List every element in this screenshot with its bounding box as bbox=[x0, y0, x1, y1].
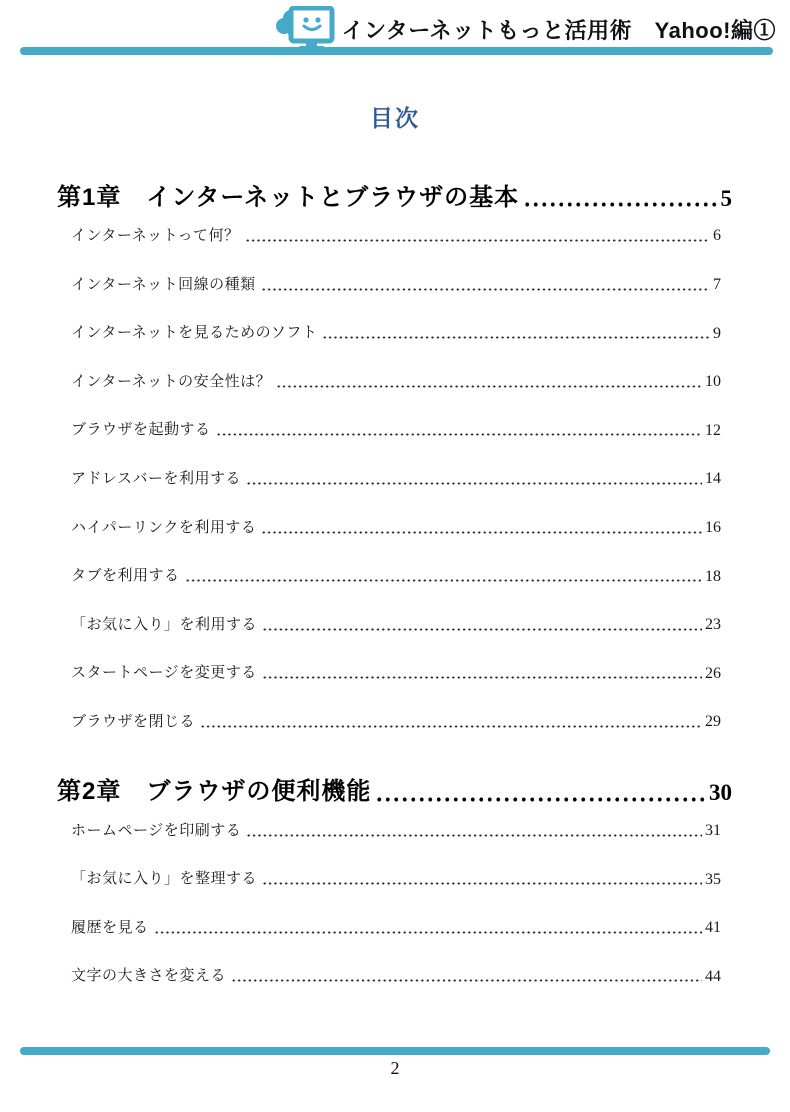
dot-leader bbox=[154, 926, 702, 935]
toc-entry-page-number: 23 bbox=[705, 616, 721, 634]
toc-entry-page-number: 44 bbox=[705, 967, 721, 985]
toc-entry-label: 「お気に入り」を整理する bbox=[71, 870, 258, 888]
toc-entry-label: 履歴を見る bbox=[71, 918, 149, 936]
dot-leader bbox=[246, 477, 702, 486]
dot-leader bbox=[216, 429, 702, 438]
toc-chapter-label: 第1章 インターネットとブラウザの基本 bbox=[57, 183, 520, 211]
toc-entry bbox=[71, 853, 721, 902]
page-header bbox=[0, 0, 790, 52]
header-rule bbox=[20, 47, 773, 55]
toc-entry-page-number: 29 bbox=[705, 713, 721, 731]
toc-entry-page-number: 10 bbox=[705, 373, 721, 391]
toc-entry-label: インターネット回線の種類 bbox=[71, 275, 256, 293]
toc-entry bbox=[71, 258, 721, 307]
toc-entry-page-number: 6 bbox=[713, 227, 721, 245]
toc-entry-page-number: 14 bbox=[705, 470, 721, 488]
toc-chapter-entry bbox=[57, 174, 732, 210]
toc-chapter-page-number: 5 bbox=[720, 185, 732, 211]
toc-entry-page-number: 41 bbox=[705, 919, 721, 937]
toc-entry bbox=[71, 902, 721, 951]
computer-smiley-icon bbox=[274, 6, 338, 52]
toc-entry-label: ハイパーリンクを利用する bbox=[71, 518, 257, 536]
toc-entry-page-number: 18 bbox=[705, 567, 721, 585]
toc-entry bbox=[71, 647, 721, 696]
toc-entry bbox=[71, 804, 721, 853]
dot-leader bbox=[231, 975, 702, 984]
toc-entry-label: ブラウザを閉じる bbox=[71, 712, 196, 730]
toc-entry bbox=[71, 950, 721, 999]
toc-entry-label: インターネットを見るためのソフト bbox=[71, 324, 318, 342]
toc-chapter-entry bbox=[57, 768, 732, 804]
page-number: 2 bbox=[390, 1058, 400, 1078]
dot-leader bbox=[261, 526, 702, 535]
dot-leader bbox=[185, 575, 702, 584]
toc-entry-label: 文字の大きさを変える bbox=[71, 967, 227, 985]
toc-entry-page-number: 16 bbox=[705, 519, 721, 537]
header-title: インターネットもっと活用術 Yahoo!編① bbox=[341, 18, 776, 43]
toc-chapter-page-number: 30 bbox=[709, 780, 732, 806]
toc-entry bbox=[71, 550, 721, 599]
toc-entry bbox=[71, 696, 721, 745]
toc-entry bbox=[71, 501, 721, 550]
toc bbox=[0, 174, 790, 999]
dot-leader bbox=[375, 792, 708, 804]
toc-entry-label: ブラウザを起動する bbox=[71, 421, 211, 439]
dot-leader bbox=[523, 198, 719, 210]
toc-entry-label: 「お気に入り」を利用する bbox=[71, 615, 258, 633]
dot-leader bbox=[262, 623, 702, 632]
toc-entry-page-number: 12 bbox=[705, 421, 721, 439]
dot-leader bbox=[262, 672, 702, 681]
toc-entry-page-number: 26 bbox=[705, 664, 721, 682]
toc-item-list bbox=[57, 804, 732, 998]
toc-entry-label: インターネットの安全性は？ bbox=[71, 372, 272, 390]
toc-entry-label: インターネットって何？ bbox=[71, 226, 240, 244]
toc-entry bbox=[71, 599, 721, 648]
toc-entry bbox=[71, 453, 721, 502]
toc-entry bbox=[71, 210, 721, 259]
header-inner bbox=[0, 0, 790, 52]
toc-entry bbox=[71, 356, 721, 405]
dot-leader bbox=[322, 332, 710, 341]
toc-entry bbox=[71, 307, 721, 356]
footer-rule bbox=[20, 1047, 770, 1055]
toc-chapter-label: 第2章 ブラウザの便利機能 bbox=[57, 778, 372, 806]
toc-entry bbox=[71, 404, 721, 453]
dot-leader bbox=[261, 283, 710, 292]
dot-leader bbox=[200, 720, 702, 729]
toc-entry-label: スタートページを変更する bbox=[71, 664, 257, 682]
dot-leader bbox=[246, 829, 702, 838]
toc-entry-label: ホームページを印刷する bbox=[71, 821, 242, 839]
toc-entry-page-number: 9 bbox=[713, 324, 721, 342]
toc-entry-label: タブを利用する bbox=[71, 567, 180, 585]
toc-entry-label: アドレスバーを利用する bbox=[71, 469, 242, 487]
toc-entry-page-number: 35 bbox=[705, 870, 721, 888]
toc-item-list bbox=[57, 210, 732, 745]
toc-entry-page-number: 31 bbox=[705, 822, 721, 840]
dot-leader bbox=[245, 234, 710, 243]
dot-leader bbox=[276, 380, 702, 389]
toc-title: 目次 bbox=[370, 105, 420, 131]
dot-leader bbox=[262, 878, 702, 887]
toc-entry-page-number: 7 bbox=[713, 276, 721, 294]
